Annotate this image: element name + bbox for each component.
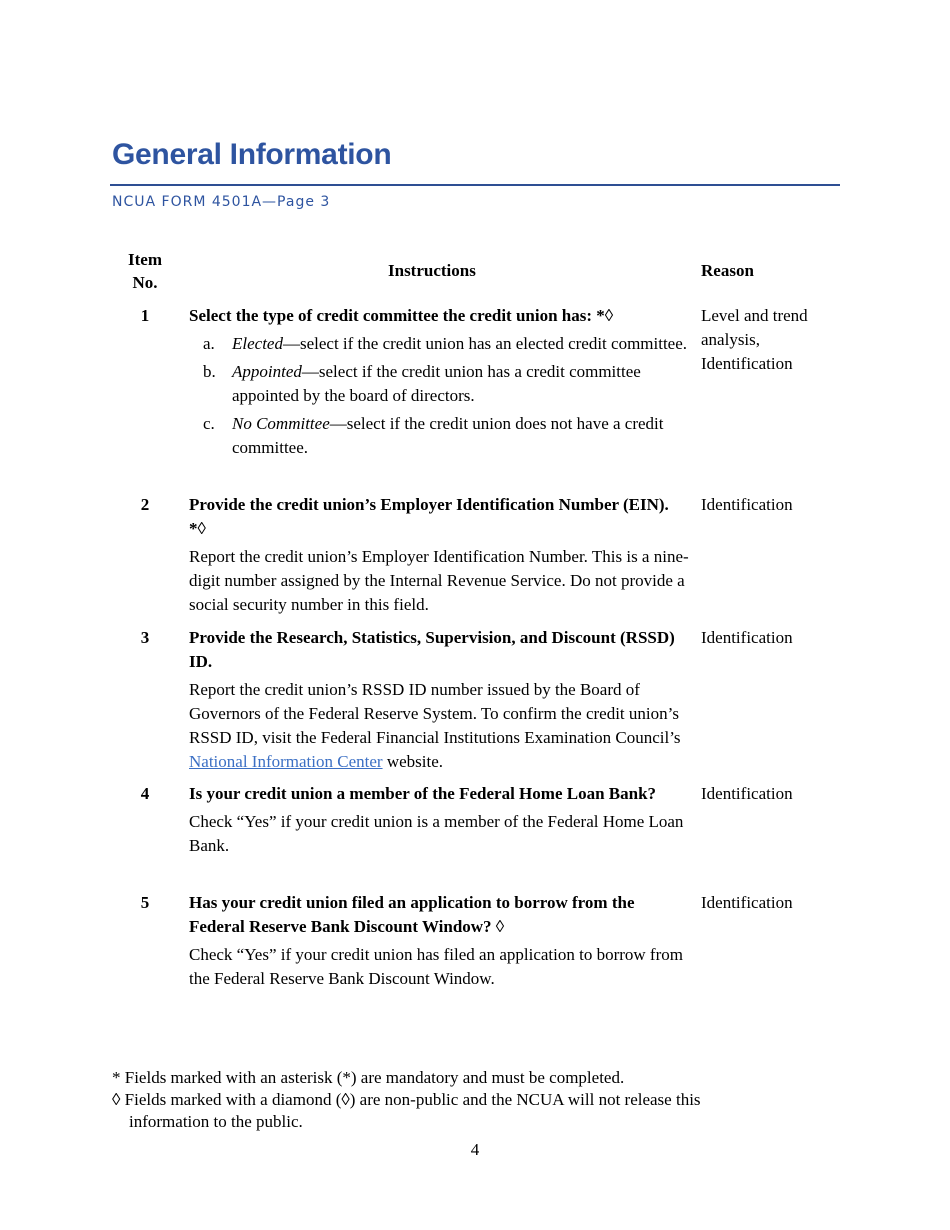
option-term: No Committee [232,414,330,433]
column-header-reason: Reason [701,261,754,280]
instructions-cell [189,626,689,774]
reason-cell: Identification [701,784,793,803]
item-number: 2 [140,495,150,514]
form-subtitle: NCUA FORM 4501A—Page 3 [112,194,331,210]
option-c [189,412,689,460]
option-b [189,360,689,408]
column-header-instructions: Instructions [388,261,476,280]
option-text: —select if the credit union has a credit committee appointed by the board of directors. [232,362,641,405]
option-letter: a. [203,334,215,353]
column-header-item-line1: Item [128,250,162,269]
option-letter: b. [203,362,216,381]
instructions-cell [189,304,689,460]
item-number: 3 [140,628,150,647]
item-question: Is your credit union a member of the Federal Home Loan Bank? [189,784,657,803]
footnote-diamond-continued: information to the public. [129,1112,303,1131]
title-divider [110,184,840,186]
item-question: Has your credit union filed an application to borrow from the Federal Reserve Bank Discount Window? ◊ [189,893,635,936]
item-description: Check “Yes” if your credit union is a member of the Federal Home Loan Bank. [189,812,684,855]
reason-cell: Level and trend analysis, Identification [701,306,808,373]
page-number: 4 [470,1140,480,1159]
reason-cell: Identification [701,495,793,514]
column-header-item-line2: No. [132,273,158,292]
item-number: 5 [140,893,150,912]
national-information-center-link[interactable]: National Information Center [189,752,383,771]
footnote-diamond: ◊ Fields marked with a diamond (◊) are non-public and the NCUA will not release this [112,1090,701,1109]
item-question: Provide the Research, Statistics, Supervision, and Discount (RSSD) ID. [189,628,675,671]
instructions-cell [189,891,689,991]
option-letter: c. [203,414,215,433]
item-description: Check “Yes” if your credit union has filed an application to borrow from the Federal Reserve Bank Discount Window. [189,945,683,988]
item-description [189,678,689,774]
instructions-cell [189,493,689,617]
option-a [189,332,689,356]
description-text: Report the credit union’s RSSD ID number issued by the Board of Governors of the Federal Reserve System. To confirm the credit union’s RSSD ID, visit the Federal Financial Institutions Examination Council’s [189,680,681,747]
reason-cell: Identification [701,628,793,647]
item-description: Report the credit union’s Employer Identification Number. This is a nine-digit number assigned by the Internal Revenue Service. Do not provide a social security number in this field. [189,547,689,614]
item-question: Select the type of credit committee the credit union has: *◊ [189,306,614,325]
page-title: General Information [112,138,392,171]
item-number: 1 [140,306,150,325]
column-header-item-no [120,248,170,294]
option-text: —select if the credit union has an elected credit committee. [282,334,688,353]
reason-cell: Identification [701,893,793,912]
instructions-cell [189,782,689,858]
option-term: Appointed [232,362,302,381]
option-text: —select if the credit union does not have a credit committee. [232,414,664,457]
item-number: 4 [140,784,150,803]
item-question: Provide the credit union’s Employer Identification Number (EIN). *◊ [189,495,669,538]
footnote-asterisk: * Fields marked with an asterisk (*) are mandatory and must be completed. [112,1068,625,1087]
description-text-end: website. [382,752,443,771]
option-term: Elected [232,334,283,353]
